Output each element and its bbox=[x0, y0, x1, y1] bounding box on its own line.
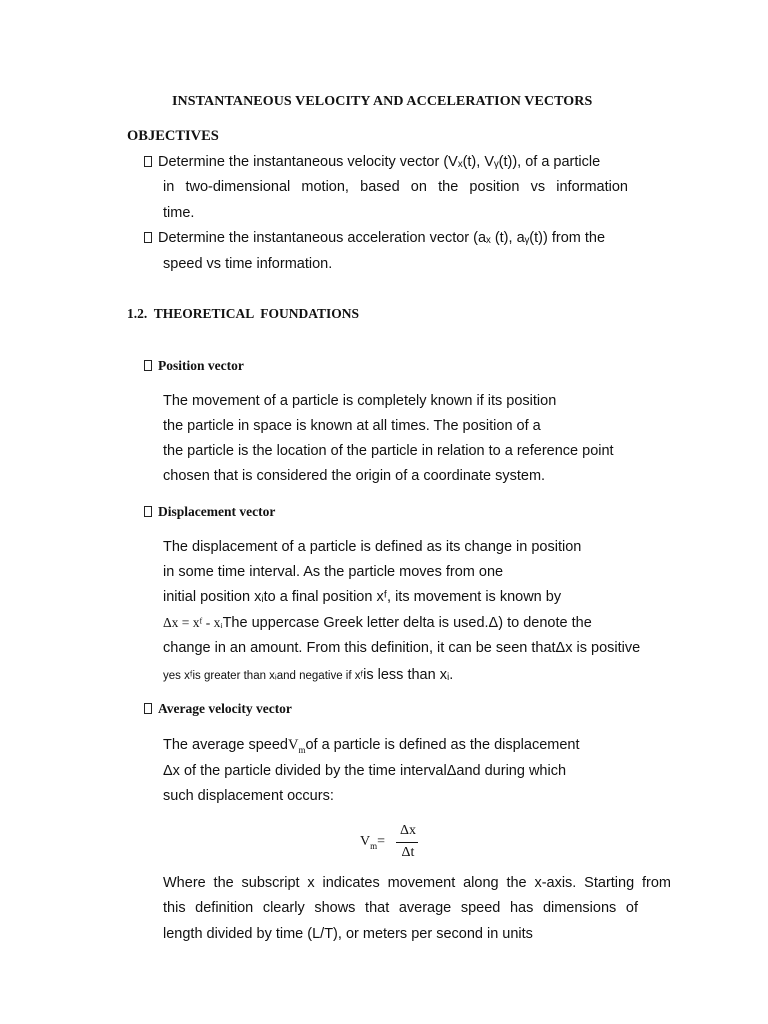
displacement-line-5: change in an amount. From this definition, it can be seen thatΔx is positive bbox=[163, 640, 641, 656]
vm-symbol bbox=[288, 737, 306, 753]
fraction-bar bbox=[396, 842, 418, 843]
objective-1-line-3: time. bbox=[163, 205, 195, 221]
displacement-vector-heading bbox=[144, 504, 275, 520]
displacement-line-2: in some time interval. As the particle moves from one bbox=[163, 564, 504, 580]
average-line-1-end: of a particle is defined as the displacement bbox=[305, 737, 580, 753]
equation-equals: = bbox=[377, 834, 386, 849]
document-title: INSTANTANEOUS VELOCITY AND ACCELERATION VECTORS bbox=[172, 94, 593, 109]
displacement-line-4-text: The uppercase Greek letter delta is used.Δ) to denote the bbox=[222, 615, 592, 631]
checkbox-glyph-icon bbox=[144, 156, 152, 167]
average-p2-line-1: Where the subscript x indicates movement along the x-axis. Starting from bbox=[163, 875, 671, 891]
objectives-heading: OBJECTIVES bbox=[127, 128, 219, 144]
displacement-line-6 bbox=[163, 666, 453, 684]
section-heading: 1.2. THEORETICAL FOUNDATIONS bbox=[127, 306, 360, 321]
position-line-4: chosen that is considered the origin of a coordinate system. bbox=[163, 468, 546, 484]
average-p2-line-2: this definition clearly shows that average speed has dimensions of bbox=[163, 900, 638, 916]
average-velocity-heading bbox=[144, 701, 292, 717]
objective-item-2 bbox=[144, 230, 605, 246]
position-heading-label: Position vector bbox=[158, 358, 244, 373]
equation-lhs bbox=[360, 834, 385, 851]
vm-symbol-sub: m bbox=[298, 744, 306, 755]
checkbox-glyph-icon bbox=[144, 506, 152, 517]
average-line-1 bbox=[163, 737, 580, 755]
average-line-2: Δx of the particle divided by the time intervalΔand during which bbox=[163, 763, 567, 779]
position-vector-heading bbox=[144, 358, 244, 374]
position-line-3: the particle is the location of the particle in relation to a reference point bbox=[163, 443, 614, 459]
objective-2-line-1: Determine the instantaneous acceleration vector (aₓ (t), aᵧ(t)) from the bbox=[158, 230, 606, 246]
equation-sub-m: m bbox=[370, 840, 378, 851]
position-line-2: the particle in space is known at all times. The position of a bbox=[163, 418, 541, 434]
average-line-3: such displacement occurs: bbox=[163, 788, 334, 804]
average-line-1-start: The average speed bbox=[163, 737, 288, 753]
objective-item-1 bbox=[144, 154, 600, 170]
average-heading-label: Average velocity vector bbox=[158, 701, 292, 716]
checkbox-glyph-icon bbox=[144, 232, 152, 243]
displacement-line-4 bbox=[163, 615, 592, 632]
displacement-heading-label: Displacement vector bbox=[158, 504, 276, 519]
equation-v: V bbox=[360, 834, 371, 849]
displacement-line-3: initial position xᵢto a final position xᶠ, its movement is known by bbox=[163, 589, 562, 605]
equation-numerator: Δx bbox=[399, 823, 416, 838]
displacement-line-1: The displacement of a particle is defined as its change in position bbox=[163, 539, 582, 555]
average-p2-line-3: length divided by time (L/T), or meters per second in units bbox=[163, 926, 533, 942]
objective-1-line-2: in two-dimensional motion, based on the position vs information bbox=[163, 179, 628, 195]
objective-2-line-2: speed vs time information. bbox=[163, 256, 333, 272]
vm-symbol-v: V bbox=[287, 737, 299, 753]
objective-1-line-1: Determine the instantaneous velocity vector (Vₓ(t), Vᵧ(t)), of a particle bbox=[158, 154, 601, 170]
delta-x-equation: Δx = xᶠ - xᵢ bbox=[163, 615, 223, 630]
position-line-1: The movement of a particle is completely known if its position bbox=[163, 393, 557, 409]
equation-denominator: Δt bbox=[401, 845, 415, 860]
displacement-line-6-small: yes xᶠis greater than xᵢand negative if xᶠ bbox=[163, 670, 364, 682]
checkbox-glyph-icon bbox=[144, 360, 152, 371]
checkbox-glyph-icon bbox=[144, 703, 152, 714]
displacement-line-6-normal: is less than xᵢ. bbox=[363, 667, 454, 683]
